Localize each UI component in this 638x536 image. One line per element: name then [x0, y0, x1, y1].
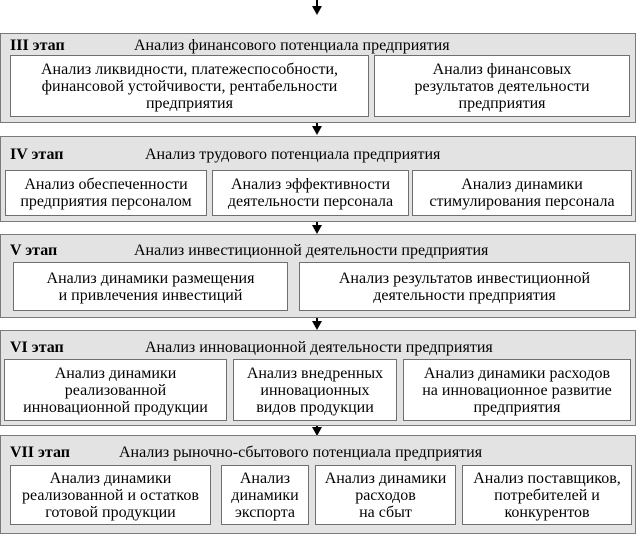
stage-3-box-financial-results: Анализ финансовых результатов деятельности предприятия	[374, 55, 630, 117]
stage-6	[0, 330, 636, 426]
stage-5-title: Анализ инвестиционной деятельности предприятия	[134, 242, 489, 259]
stage-4	[0, 136, 636, 222]
stage-7	[0, 435, 636, 534]
stage-4-number: IV этап	[10, 146, 64, 163]
stage-7-box-market-parties: Анализ поставщиков, потребителей и конкурентов	[462, 465, 632, 525]
stage-4-title: Анализ трудового потенциала предприятия	[145, 146, 441, 163]
stage-4-box-staff-motivation: Анализ динамики стимулирования персонала	[412, 170, 632, 216]
stage-4-box-staff-efficiency: Анализ эффективности деятельности персонала	[212, 170, 409, 216]
stage-7-title: Анализ рыночно-сбытового потенциала предприятия	[119, 444, 483, 461]
stage-7-box-sales-costs: Анализ динамики расходов на сбыт	[315, 465, 456, 525]
stage-4-box-staffing: Анализ обеспеченности предприятия персоналом	[5, 170, 207, 216]
stage-3-box-liquidity: Анализ ликвидности, платежеспособности, финансовой устойчивости, рентабельности предприятия	[10, 55, 369, 117]
stage-6-number: VI этап	[10, 339, 64, 356]
stage-6-box-innovation-sales: Анализ динамики реализованной инновационной продукции	[4, 359, 227, 421]
stage-5-box-investment-dynamics: Анализ динамики размещения и привлечения инвестиций	[13, 262, 288, 311]
stage-6-title: Анализ инновационной деятельности предприятия	[145, 339, 493, 356]
stage-3-number: III этап	[10, 37, 65, 54]
stage-3-title: Анализ финансового потенциала предприятия	[134, 37, 450, 54]
stage-7-box-export: Анализ динамики экспорта	[221, 465, 309, 525]
stage-5-box-investment-results: Анализ результатов инвестиционной деятельности предприятия	[299, 262, 630, 311]
stage-5	[0, 234, 636, 318]
stage-3	[0, 33, 636, 123]
stage-7-number: VII этап	[10, 444, 70, 461]
stage-7-box-sales-and-stock: Анализ динамики реализованной и остатков готовой продукции	[10, 465, 211, 525]
stage-6-box-innovation-costs: Анализ динамики расходов на инновационное развитие предприятия	[403, 359, 631, 421]
stage-6-box-innovation-products: Анализ внедренных инновационных видов продукции	[233, 359, 397, 421]
stage-5-number: V этап	[10, 242, 58, 259]
